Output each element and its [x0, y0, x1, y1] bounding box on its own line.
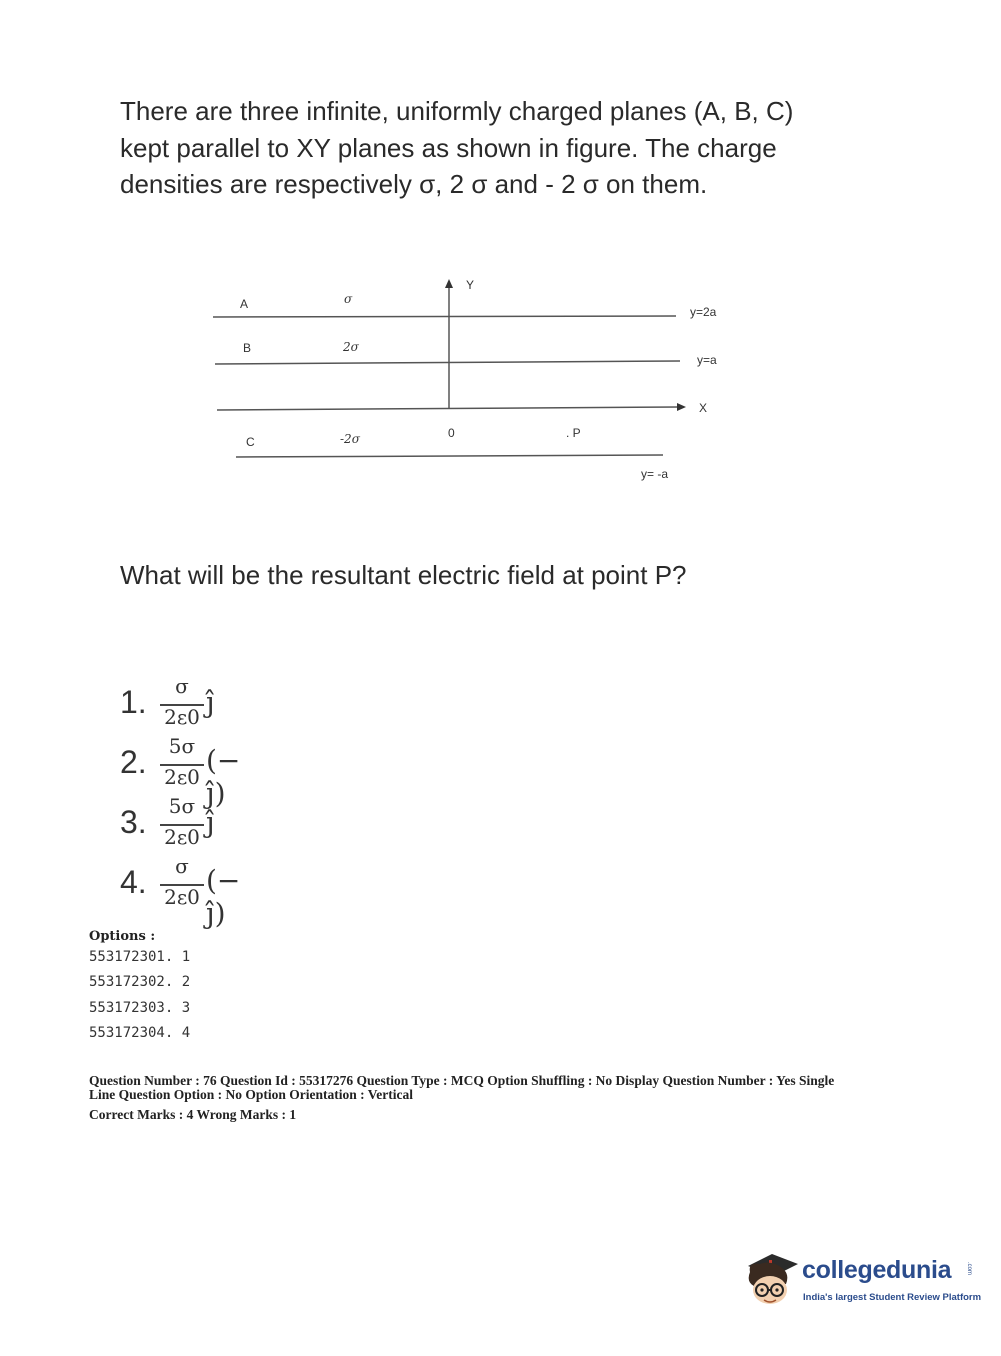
line-c-label: y= -a	[641, 467, 669, 481]
collegedunia-logo[interactable]	[742, 1250, 982, 1312]
sigma-b-label: 2σ	[343, 340, 359, 354]
fraction-numerator: σ	[175, 674, 189, 698]
option-number: 2.	[120, 744, 147, 780]
option-vector: (− ĵ)	[206, 744, 241, 810]
question-meta-line-2: Line Question Option : No Option Orientation : Vertical	[89, 1087, 414, 1102]
plane-a-label: A	[240, 297, 249, 311]
logo-tagline: India's largest Student Review Platform	[803, 1292, 982, 1303]
option-vector: (− ĵ)	[206, 864, 241, 930]
origin-label: 0	[448, 426, 455, 440]
line-b-label: y=a	[697, 353, 717, 367]
plane-a-line	[213, 316, 676, 317]
plane-c-line	[236, 455, 663, 457]
sigma-c-label: -2σ	[340, 432, 360, 446]
option-id-1: 553172301. 1	[89, 949, 191, 965]
options-label: Options :	[89, 929, 156, 944]
marks-line: Correct Marks : 4 Wrong Marks : 1	[89, 1107, 297, 1122]
x-axis-line	[217, 407, 680, 410]
fraction-denominator: 2ε0	[164, 765, 200, 789]
option-id-2: 553172302. 2	[89, 974, 191, 990]
fraction-numerator: 5σ	[168, 794, 196, 818]
logo-wordmark: collegedunia	[802, 1256, 952, 1284]
sigma-a-label: σ	[344, 292, 353, 306]
x-axis-label: X	[699, 401, 708, 415]
fraction-denominator: 2ε0	[164, 705, 200, 729]
x-axis-arrow-icon	[677, 403, 686, 411]
plane-b-line	[215, 361, 680, 364]
question-meta-line-1: Question Number : 76 Question Id : 55317276 Question Type : MCQ Option Shuffling : No Display Question Number : Yes Single	[89, 1073, 835, 1088]
question-text: There are three infinite, uniformly charged planes (A, B, C) kept parallel to XY planes as shown in figure. The charge densities are respectively σ, 2 σ and - 2 σ on them.	[120, 96, 794, 199]
option-number: 3.	[120, 804, 147, 840]
point-p-label: . P	[566, 426, 581, 440]
option-id-3: 553172303. 3	[89, 1000, 191, 1016]
plane-b-label: B	[243, 341, 252, 355]
question-prompt: What will be the resultant electric field at point P?	[120, 560, 687, 590]
fraction-denominator: 2ε0	[164, 885, 200, 909]
mascot-icon	[742, 1250, 802, 1312]
option-id-4: 553172304. 4	[89, 1025, 191, 1041]
option-vector: ĵ	[206, 806, 215, 839]
y-axis-arrow-icon	[445, 279, 453, 288]
option-number: 4.	[120, 864, 147, 900]
fraction-numerator: σ	[175, 854, 189, 878]
fraction-denominator: 2ε0	[164, 825, 200, 849]
fraction-numerator: 5σ	[168, 734, 196, 758]
y-axis-label: Y	[466, 278, 475, 292]
logo-suffix: .com	[966, 1262, 972, 1276]
plane-c-label: C	[246, 435, 255, 449]
option-vector: ĵ	[206, 686, 215, 719]
line-a-label: y=2a	[690, 305, 717, 319]
option-number: 1.	[120, 684, 147, 720]
